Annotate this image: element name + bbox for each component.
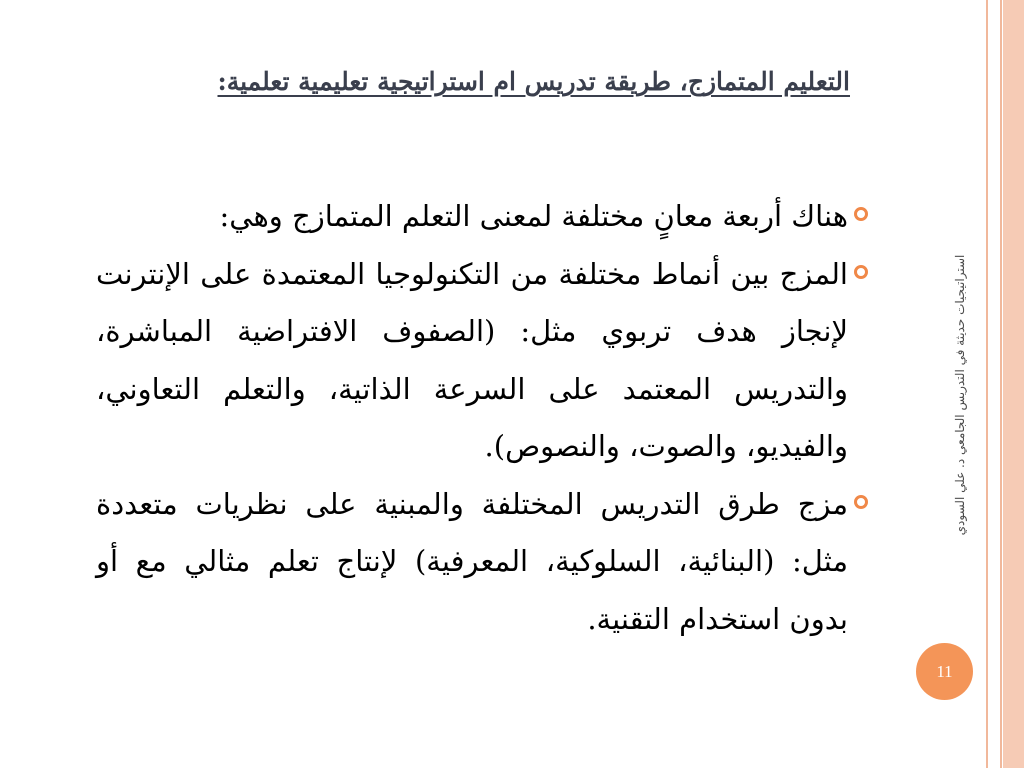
circle-bullet-icon <box>854 495 868 509</box>
footer-text: استراتيجيات حديثة في التدريس الجامعي د. علي السودي <box>953 254 967 536</box>
bullet-text: مزج طرق التدريس المختلفة والمبنية على نظريات متعددة مثل: (البنائية، السلوكية، المعرفية) لإنتاج تعلم مثالي مع أو بدون استخدام التقنية. <box>96 486 848 636</box>
vertical-footer <box>942 200 978 590</box>
right-border-line <box>986 0 988 768</box>
bullet-list <box>96 188 876 648</box>
circle-bullet-icon <box>854 265 868 279</box>
list-item <box>96 476 876 649</box>
slide-title: التعليم المتمازج، طريقة تدريس ام استراتيجية تعليمية تعلمية: <box>217 67 850 96</box>
bullet-text: المزج بين أنماط مختلفة من التكنولوجيا المعتمدة على الإنترنت لإنجاز هدف تربوي مثل: (الصفوف الافتراضية المباشرة، والتدريس المعتمد على السرعة الذاتية، والتعلم التعاوني، والفيديو، والصوت، والنصوص). <box>96 256 848 463</box>
circle-bullet-icon <box>854 207 868 221</box>
bullet-text: هناك أربعة معانٍ مختلفة لمعنى التعلم المتمازج وهي: <box>219 199 848 233</box>
page-number-badge: 11 <box>916 643 973 700</box>
right-border-line <box>1000 0 1002 768</box>
list-item <box>96 188 876 246</box>
list-item <box>96 246 876 476</box>
right-border-band <box>1003 0 1024 768</box>
